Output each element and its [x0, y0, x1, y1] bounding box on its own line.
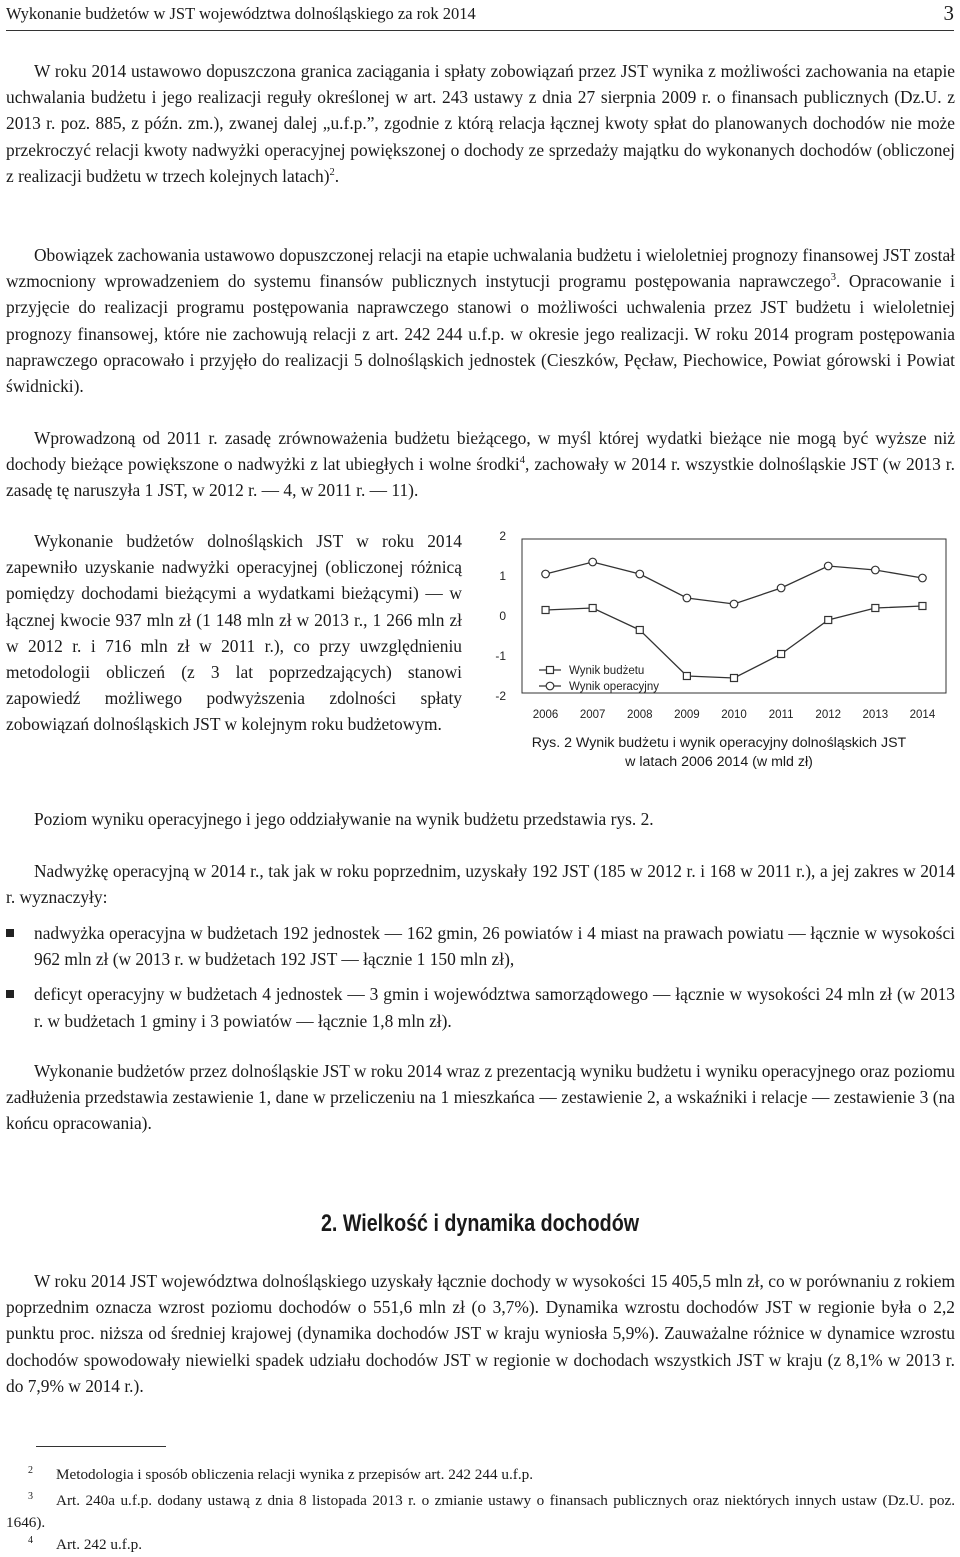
data-point — [636, 627, 643, 634]
bullet-marker — [6, 990, 14, 998]
y-tick-label: -1 — [495, 649, 506, 663]
caption-line-2: w latach 2006 2014 (w mld zł) — [625, 754, 813, 770]
legend-label: Wynik budżetu — [569, 665, 645, 677]
footnote-ref[interactable]: 4 — [519, 455, 526, 467]
footnote-number: 2 — [28, 1465, 33, 1476]
data-point — [589, 558, 597, 566]
bullet-text: deficyt operacyjny w budżetach 4 jednostek — 3 gmin i województwa samorządowego — łącznie w wysokości 24 mln zł (w 2013 r. w budżetach 1 gminy i 3 powiatów — łącznie 1,8 mln zł). — [34, 984, 955, 1031]
paragraph-debt-limit — [6, 58, 955, 189]
paragraph-text: W roku 2014 ustawowo dopuszczona granica zaciągania i spłaty zobowiązań przez JST wynika z możliwości zachowania na etapie uchwalania budżetu i jego realizacji reguły określonej w art. 243 ustawy z dnia 27 sierpnia 2009 r. o finansach publicznych (Dz.U. z 2013 r. poz. 885, z późn. zm.), zwanej dalej „u.f.p.”, zgodnie z którą relacja łącznej kwoty spłat do planowanych dochodów nie może przekroczyć relacji kwoty nadwyżki operacyjnej powiększonej o dochody ze sprzedaży majątku do wykonanych dochodów (obliczonej z realizacji budżetu w trzech kolejnych latach) — [6, 61, 955, 186]
y-tick-label: 0 — [499, 609, 506, 623]
paragraph-balanced-budget — [6, 425, 955, 504]
paragraph-operating-surplus: Wykonanie budżetów dolnośląskich JST w roku 2014 zapewniło uzyskanie nadwyżki operacyjnej (obliczonej różnicą pomiędzy dochodami bieżącymi a wydatkami bieżącymi) — w łącznej kwocie 937 mln zł (1 148 mln zł w 2013 r., 1 266 mln zł w 2012 r. i 716 mln zł w 2011 r.), co przy uwzględnieniu metodologii obliczeń (z 3 lat poprzedzających) stanowi zapowiedź możliwego podwyższenia zdolności spłaty zobowiązań dolnośląskich JST w kolejnym roku budżetowym. — [6, 531, 462, 735]
bullet-list — [6, 920, 955, 1043]
bullet-item-deficit — [6, 981, 955, 1033]
bullet-item-surplus — [6, 920, 955, 972]
paragraph-text: Obowiązek zachowania ustawowo dopuszczonej relacji na etapie uchwalania budżetu i wieloletniej prognozy finansowej JST został wzmocniony wprowadzeniem do systemu finansów publicznych instytucji programu postępowania naprawczego — [6, 245, 955, 292]
data-point — [542, 607, 549, 614]
paragraph-figure-ref: Poziom wyniku operacyjnego i jego oddziaływanie na wynik budżetu przedstawia rys. 2. — [34, 809, 654, 829]
footnote-text: Metodologia i sposób obliczenia relacji wynika z przepisów art. 242 244 u.f.p. — [56, 1466, 534, 1484]
page-header — [6, 0, 954, 34]
x-tick-label: 2006 — [532, 709, 559, 721]
paragraph-statements: Wykonanie budżetów przez dolnośląskie JST w roku 2014 wraz z prezentacją wyniku budżetu i wyniku operacyjnego oraz poziomu zadłużenia przedstawia zestawienie 1, dane w przeliczeniu na 1 mieszkańca — zestawienie 2, a wskaźniki i relacje — zestawienie 3 (na końcu opracowania). — [6, 1061, 955, 1134]
legend-marker — [546, 682, 554, 690]
y-tick-label: 1 — [499, 569, 506, 583]
header-rule — [6, 30, 954, 31]
data-point — [777, 584, 785, 592]
y-tick-label: -2 — [495, 689, 506, 703]
series-line-1 — [546, 562, 923, 604]
footnote-ref[interactable]: 2 — [329, 167, 335, 179]
data-point — [730, 600, 738, 608]
x-tick-label: 2007 — [579, 709, 606, 721]
figure-rys-2 — [484, 520, 954, 780]
data-point — [731, 675, 738, 682]
paragraph-text: . Opracowanie i przyjęcie do realizacji programu postępowania naprawczego stanowi o możliwości uchwalenia przez JST budżetu i wieloletniej prognozy finansowej, które nie zachowują relacji z art. 242 244 u.f.p. w okresie jego realizacji. W roku 2014 program postępowania naprawczego opracowało i przyjęło do realizacji 5 dolnośląskich jednostek (Cieszków, Pęcław, Piechowice, Powiat górowski i Powiat świdnicki). — [6, 271, 956, 397]
data-point — [919, 603, 926, 610]
x-tick-label: 2009 — [674, 709, 700, 721]
paragraph-recovery-program — [6, 242, 955, 399]
data-point — [542, 570, 550, 578]
data-point — [778, 651, 785, 658]
page-number: 3 — [943, 1, 954, 25]
paragraph-text: , zachowały w 2014 r. wszystkie dolnośląskie JST (w 2013 r. zasadę tę naruszyła 1 JST, w 2012 r. — 4, w 2011 r. — 11). — [6, 454, 955, 501]
data-point — [872, 566, 880, 574]
bullet-text: nadwyżka operacyjna w budżetach 192 jednostek — 162 gmin, 26 powiatów i 4 miast na prawach powiatu — łącznie w wysokości 962 mln zł (w 2013 r. w budżetach 192 JST — łącznie 1 150 mln zł), — [34, 923, 955, 970]
footnote-ref[interactable]: 3 — [830, 272, 836, 284]
data-point — [589, 605, 596, 612]
data-point — [824, 562, 832, 570]
data-point — [683, 673, 690, 680]
footnote-text: Art. 240a u.f.p. dodany ustawą z dnia 8 listopada 2013 r. o zmianie ustawy o finansach publicznych oraz niektórych innych ustaw (Dz.U. poz. 1646). — [6, 1492, 955, 1532]
x-tick-label: 2008 — [626, 709, 653, 721]
data-point — [919, 574, 927, 582]
section-heading: 2. Wielkość i dynamika dochodów — [320, 1210, 640, 1237]
footnote-2 — [6, 1460, 955, 1486]
caption-line-1: Rys. 2 Wynik budżetu i wynik operacyjny dolnośląskich JST — [531, 735, 907, 751]
data-point — [636, 570, 644, 578]
y-tick-label: 2 — [499, 529, 506, 543]
legend-marker — [547, 667, 554, 674]
paragraph-text: Wprowadzoną od 2011 r. zasadę zrównoważenia budżetu bieżącego, w myśl której wydatki bieżące nie mogą być wyższe niż dochody bieżące powiększone o nadwyżki z lat ubiegłych i wolne środki — [6, 428, 955, 475]
footnote-text: Art. 242 u.f.p. — [56, 1536, 143, 1554]
data-point — [683, 594, 691, 602]
paragraph-text: . — [334, 165, 340, 186]
data-point — [872, 605, 879, 612]
line-chart — [484, 520, 954, 730]
x-tick-label: 2011 — [768, 709, 794, 721]
x-tick-label: 2010 — [721, 709, 747, 721]
footnote-4 — [6, 1530, 955, 1556]
figure-caption — [484, 734, 954, 772]
footnote-number: 3 — [28, 1491, 33, 1502]
footnote-number: 4 — [28, 1535, 33, 1546]
data-point — [825, 617, 832, 624]
footnote-3 — [6, 1486, 955, 1534]
x-tick-label: 2012 — [815, 709, 842, 721]
x-tick-label: 2013 — [862, 709, 889, 721]
footnote-separator — [36, 1446, 166, 1447]
x-tick-label: 2014 — [909, 709, 936, 721]
running-title: Wykonanie budżetów w JST województwa dolnośląskiego za rok 2014 — [6, 4, 476, 23]
paragraph-revenue: W roku 2014 JST województwa dolnośląskiego uzyskały łącznie dochody w wysokości 15 405,5 mln zł, co w porównaniu z rokiem poprzednim oznacza wzrost poziomu dochodów o 551,6 mln zł (o 3,7%). Dynamika wzrostu dochodów JST w regionie była o 2,2 punktu proc. niższa od średniej krajowej (dynamika dochodów JST w kraju wyniosła 5,9%). Zauważalne różnice w dynamice wzrostu dochodów spowodowały niewielki spadek udziału dochodów JST w regionie w dochodach wszystkich JST w kraju (z 8,1% w 2013 r. do 7,9% w 2014 r.). — [6, 1271, 955, 1396]
legend-label: Wynik operacyjny — [569, 681, 660, 693]
paragraph-surplus-count: Nadwyżkę operacyjną w 2014 r., tak jak w roku poprzednim, uzyskały 192 JST (185 w 2012 r. i 168 w 2011 r.), a jej zakres w 2014 r. wyznaczyły: — [6, 861, 955, 908]
bullet-marker — [6, 929, 14, 937]
